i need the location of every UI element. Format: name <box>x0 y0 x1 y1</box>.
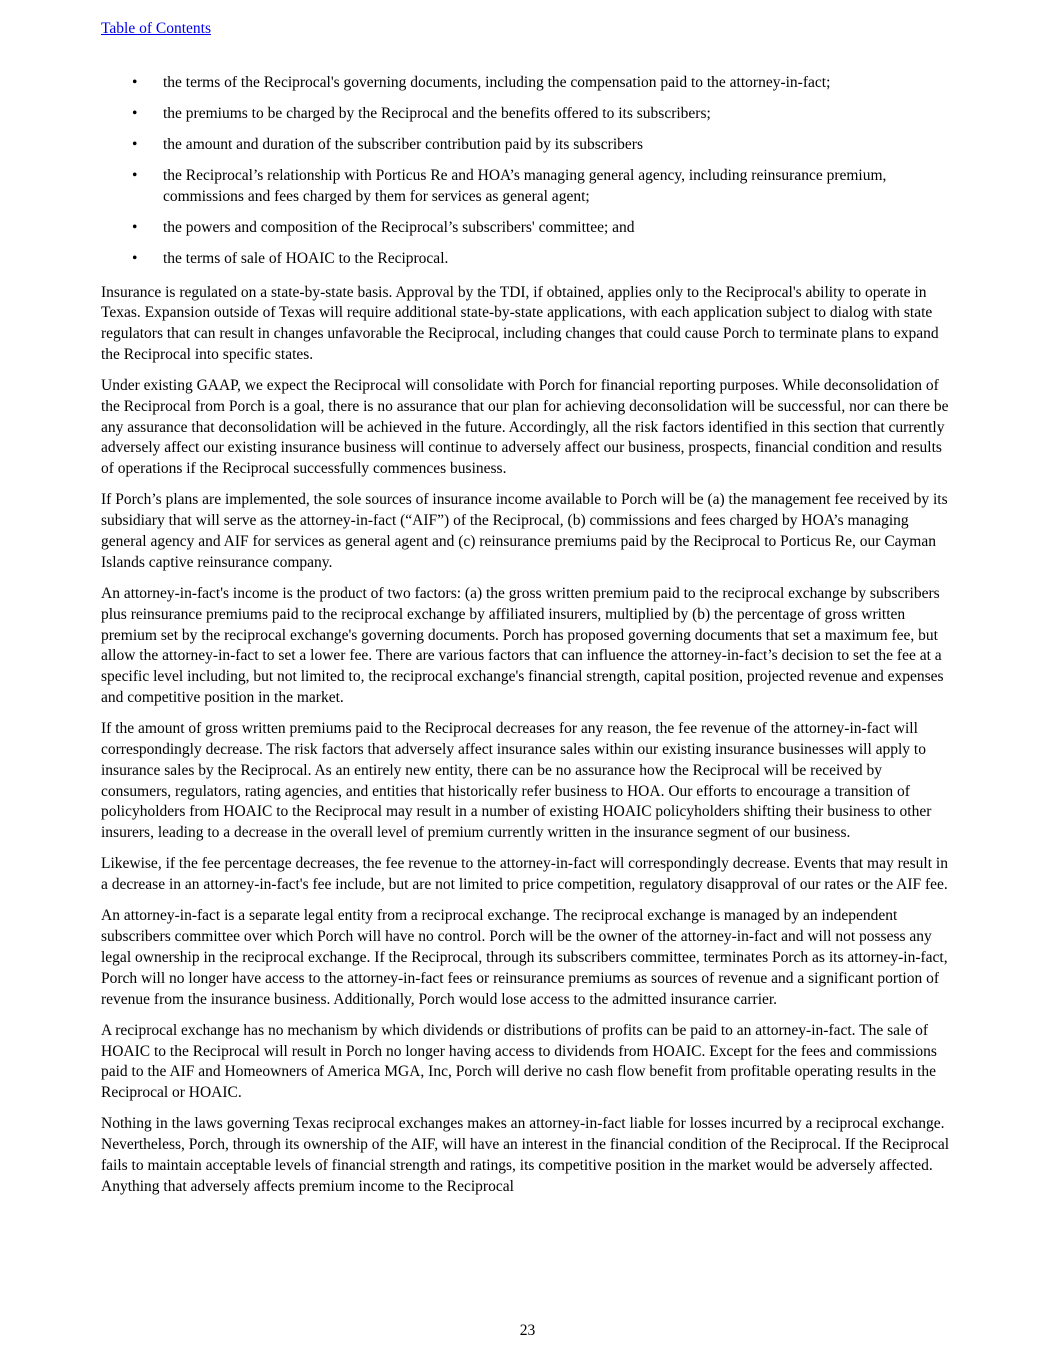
paragraph-gaap-consolidation: Under existing GAAP, we expect the Reciprocal will consolidate with Porch for financial reporting purposes. While deconsolidation of the Reciprocal from Porch is a goal, there is no assurance that our plan for achieving deconsolidation will be successful, nor can there be any assurance that deconsolidation will be achieved in the future. Accordingly, all the risk factors identified in this section that currently adversely affect our existing insurance business will continue to adversely affect our business, prospects, financial condition and results of operations if the Reciprocal successfully commences business. <box>101 377 949 478</box>
paragraph-premium-decrease: If the amount of gross written premiums paid to the Reciprocal decreases for any reason, the fee revenue of the attorney-in-fact will correspondingly decrease. The risk factors that adversely affect insurance sales within our existing insurance businesses will apply to insurance sales by the Reciprocal. As an entirely new entity, there can be no assurance how the Reciprocal will be received by consumers, regulators, rating agencies, and entities that historically refer business to HOA. Our efforts to encourage a transition of policyholders from HOAIC to the Reciprocal may result in a number of existing HOAIC policyholders shifting their business to other insurers, leading to a decrease in the overall level of premium currently written in the insurance segment of our business. <box>101 720 932 842</box>
paragraph-fee-percentage: Likewise, if the fee percentage decreases, the fee revenue to the attorney-in-fact will correspondingly decrease. Events that may result in a decrease in an attorney-in-fact's fee include, but are not limited to price competition, regulatory disapproval of our rates or the AIF fee. <box>101 855 948 894</box>
list-item-text: the premiums to be charged by the Reciprocal and the benefits offered to its subscribers; <box>163 104 711 122</box>
list-item <box>101 218 953 239</box>
table-of-contents-link[interactable]: Table of Contents <box>101 20 211 37</box>
bullet-marker: • <box>132 166 138 184</box>
paragraph-income-sources: If Porch’s plans are implemented, the sole sources of insurance income available to Porch will be (a) the management fee received by its subsidiary that will serve as the attorney-in-fact (“AIF”) of the Reciprocal, (b) commissions and fees charged by HOA’s managing general agency and AIF for services as general agent and (c) reinsurance premiums paid by the Reciprocal to Porticus Re, our Cayman Islands captive reinsurance company. <box>101 491 948 571</box>
paragraph-state-regulation: Insurance is regulated on a state-by-state basis. Approval by the TDI, if obtained, applies only to the Reciprocal's ability to operate in Texas. Expansion outside of Texas will require additional state-by-state applications, with each application subject to dialog with state regulators that can result in changes unfavorable the Reciprocal, including changes that could cause Porch to terminate plans to expand the Reciprocal into specific states. <box>101 283 939 363</box>
list-item <box>101 135 953 156</box>
list-item <box>101 166 953 208</box>
list-item <box>101 249 953 270</box>
list-item <box>101 104 953 125</box>
document-body <box>101 73 953 1208</box>
paragraph-liability: Nothing in the laws governing Texas reciprocal exchanges makes an attorney-in-fact liable for losses incurred by a reciprocal exchange. Nevertheless, Porch, through its ownership of the AIF, will have an interest in the financial condition of the Reciprocal. If the Reciprocal fails to maintain acceptable levels of financial strength and ratings, its competitive position in the market would be adversely affected. Anything that adversely affects premium income to the Reciprocal <box>101 1115 950 1195</box>
page-number: 23 <box>519 1322 536 1339</box>
bullet-marker: • <box>132 135 138 153</box>
list-item-text: the terms of the Reciprocal's governing documents, including the compensation paid to the attorney-in-fact; <box>163 74 831 91</box>
paragraph-separate-entity: An attorney-in-fact is a separate legal entity from a reciprocal exchange. The reciprocal exchange is managed by an independent subscribers committee over which Porch will have no control. Porch will be the owner of the attorney-in-fact and will not possess any legal ownership in the reciprocal exchange. If the Reciprocal, through its subscribers committee, terminates Porch as its attorney-in-fact, Porch will no longer have access to the attorney-in-fact fees or reinsurance premiums as sources of revenue and a significant portion of revenue from the insurance business. Additionally, Porch would lose access to the admitted insurance carrier. <box>101 907 948 1008</box>
list-item <box>101 73 953 94</box>
bullet-marker: • <box>132 218 138 236</box>
list-item-text: the Reciprocal’s relationship with Porticus Re and HOA’s managing general agency, including reinsurance premium, commissions and fees charged by them for services as general agent; <box>163 166 887 205</box>
bullet-marker: • <box>132 249 138 267</box>
bullet-marker: • <box>132 104 138 122</box>
bullet-marker: • <box>132 74 138 91</box>
list-item-text: the terms of sale of HOAIC to the Reciprocal. <box>163 249 449 267</box>
bullet-list <box>101 73 953 270</box>
paragraph-aif-income: An attorney-in-fact's income is the product of two factors: (a) the gross written premium paid to the reciprocal exchange by subscribers plus reinsurance premiums paid to the reciprocal exchange by affiliated insurers, multiplied by (b) the percentage of gross written premium set by the reciprocal exchange's governing documents. Porch has proposed governing documents that set a maximum fee, but allow the attorney-in-fact to set a lower fee. There are various factors that can influence the attorney-in-fact’s decision to set the fee at a specific level including, but not limited to, the reciprocal exchange's financial strength, capital position, projected revenue and expenses and competitive position in the market. <box>101 585 944 707</box>
list-item-text: the amount and duration of the subscriber contribution paid by its subscribers <box>163 135 643 153</box>
list-item-text: the powers and composition of the Reciprocal’s subscribers' committee; and <box>163 218 635 236</box>
paragraph-dividends: A reciprocal exchange has no mechanism by which dividends or distributions of profits can be paid to an attorney-in-fact. The sale of HOAIC to the Reciprocal will result in Porch no longer having access to dividends from HOAIC. Except for the fees and commissions paid to the AIF and Homeowners of America MGA, Inc, Porch will derive no cash flow benefit from profitable operating results in the Reciprocal or HOAIC. <box>101 1021 937 1102</box>
